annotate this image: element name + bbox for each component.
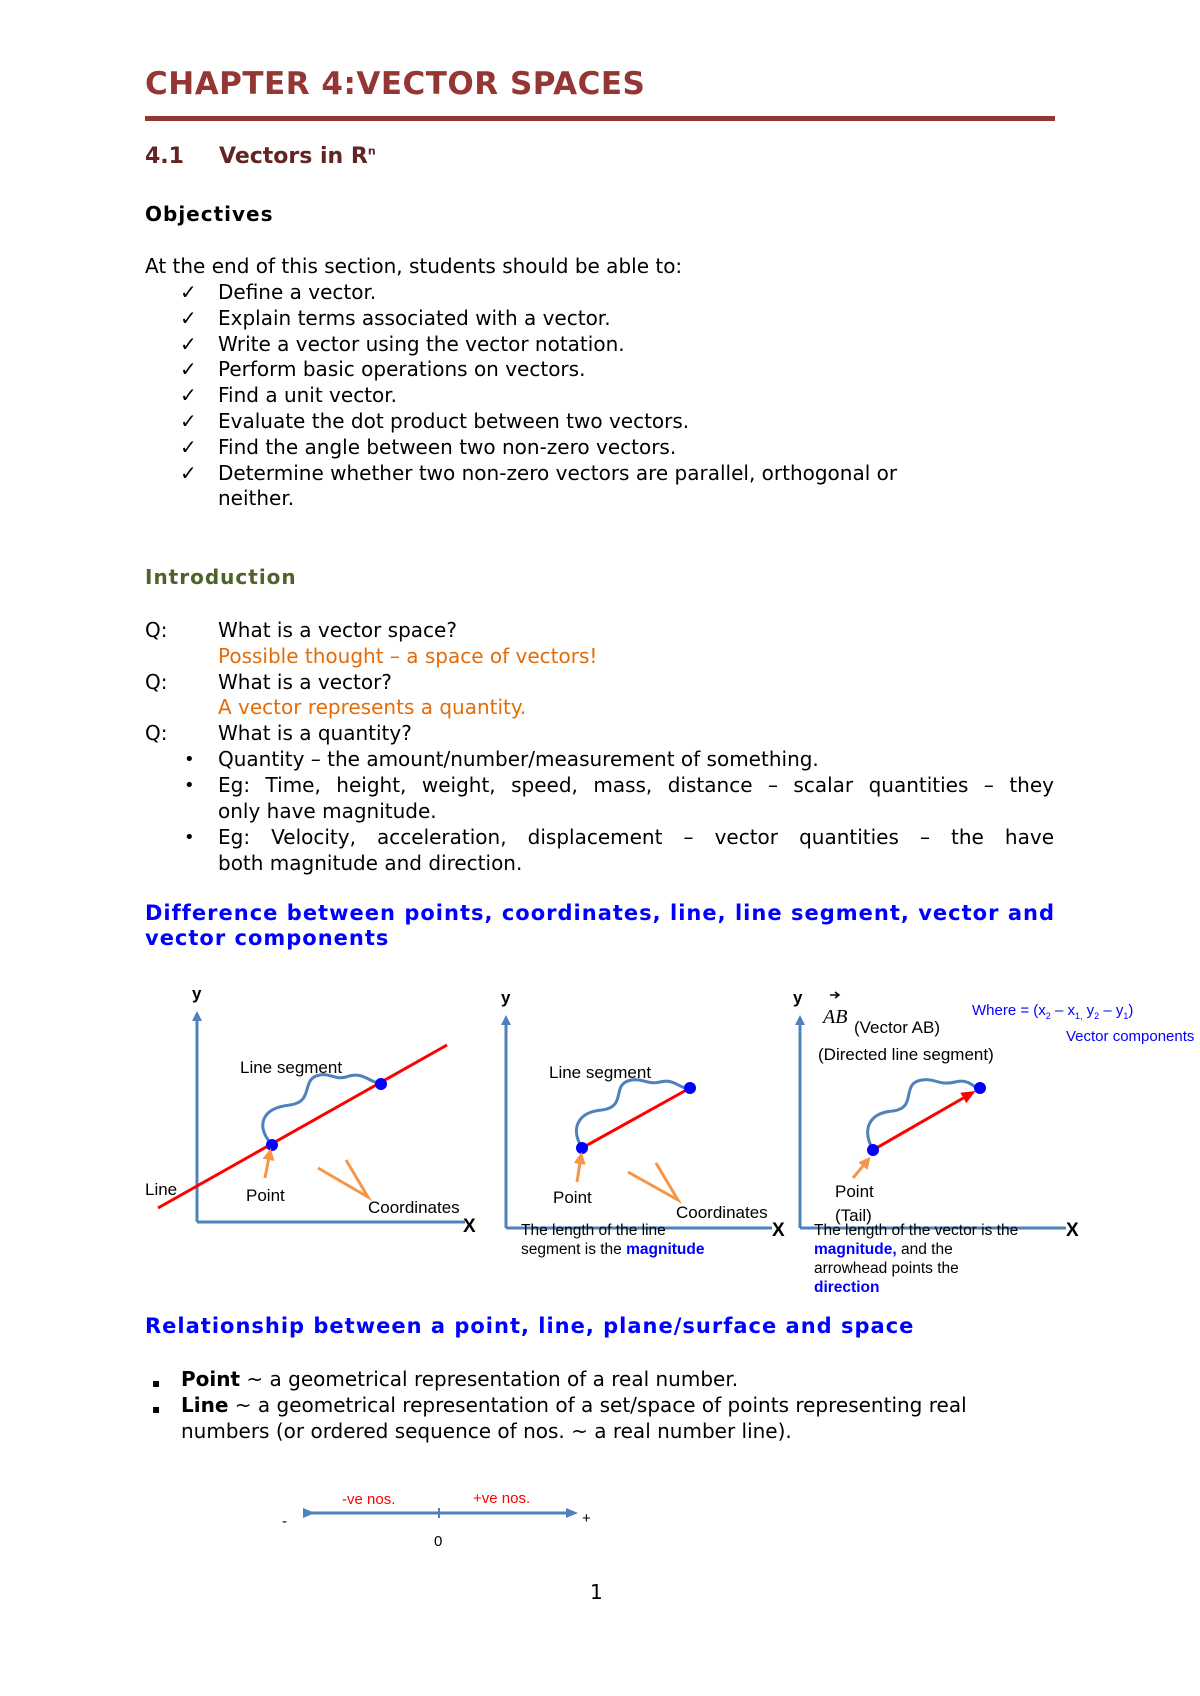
zero-label: 0 — [434, 1533, 443, 1550]
d2-caption-magnitude: magnitude — [626, 1241, 705, 1258]
d2-point-label: Point — [553, 1188, 592, 1207]
d2-caption-text: segment is the — [521, 1241, 627, 1258]
d3-caption-text: and the — [896, 1241, 953, 1258]
point-text: ~ a geometrical representation of a real number. — [240, 1367, 739, 1391]
d1-line-label: Line — [145, 1180, 178, 1199]
section-superscript: n — [367, 144, 376, 158]
line-term: Line — [181, 1393, 229, 1417]
d3-vector-ab-label: (Vector AB) — [854, 1018, 940, 1037]
list-item: Explain terms associated with a vector. — [218, 306, 611, 330]
list-item: Find the angle between two non-zero vectors. — [218, 435, 677, 459]
difference-heading-line1: Difference between points, coordinates, line, line segment, vector and — [145, 901, 1055, 925]
d3-vector-symbol: AB — [823, 1006, 848, 1028]
d1-coordinates-label: Coordinates — [368, 1198, 460, 1217]
tail-dot — [867, 1144, 879, 1156]
d3-caption-line2 — [814, 1240, 1018, 1259]
tail-arrow — [853, 1160, 868, 1178]
check-icon: ✓ — [180, 357, 197, 381]
where-sub: 2 — [1045, 1011, 1051, 1021]
q-label: Q: — [145, 670, 168, 694]
check-icon: ✓ — [180, 409, 197, 433]
square-bullet-icon: ▪ — [152, 1376, 161, 1390]
d1-point-label: Point — [246, 1186, 285, 1205]
d2-x-label: X — [772, 1220, 785, 1241]
bullet-icon: • — [184, 749, 195, 770]
q-label: Q: — [145, 721, 168, 745]
introduction-heading: Introduction — [145, 565, 297, 589]
number-line — [312, 1508, 575, 1518]
where-text: ) — [1128, 1002, 1134, 1019]
minus-sign: - — [282, 1513, 287, 1530]
answer-1: Possible thought – a space of vectors! — [218, 644, 598, 668]
point-arrow — [265, 1152, 270, 1178]
where-sub: 1 — [1123, 1011, 1129, 1021]
point-definition — [181, 1366, 738, 1392]
check-icon: ✓ — [180, 280, 197, 304]
d3-components-clip — [1066, 1026, 1200, 1045]
plus-sign: + — [582, 1510, 591, 1527]
brace — [576, 1080, 690, 1148]
check-icon: ✓ — [180, 306, 197, 330]
question-2: What is a vector? — [218, 670, 392, 694]
point-arrow — [577, 1156, 581, 1182]
d2-y-label: y — [501, 988, 511, 1007]
d3-caption-line3: arrowhead points the — [814, 1260, 959, 1277]
brace — [868, 1080, 980, 1150]
d3-x-label: X — [1066, 1220, 1079, 1241]
d3-caption — [814, 1221, 1019, 1296]
d1-y-label: y — [192, 984, 202, 1003]
d3-caption-magnitude: magnitude, — [814, 1241, 897, 1258]
check-icon: ✓ — [180, 435, 197, 459]
bullet-item: Quantity – the amount/number/measurement of something. — [218, 747, 819, 771]
vector-arrow — [873, 1093, 972, 1150]
difference-heading-line2: vector components — [145, 926, 390, 950]
d2-line-segment-label: Line segment — [549, 1063, 652, 1082]
where-sub: 2 — [1094, 1011, 1100, 1021]
d3-where-formula — [972, 1002, 1133, 1021]
diagram-magnitude — [506, 1020, 772, 1228]
where-text: – y — [1099, 1002, 1124, 1019]
line-text: ~ a geometrical representation of a set/space of points representing real — [228, 1393, 967, 1417]
where-text: – x — [1050, 1002, 1075, 1019]
where-sub: 1, — [1074, 1011, 1083, 1021]
bullet-item-continued: only have magnitude. — [218, 799, 437, 823]
where-text: Where = (x — [972, 1002, 1046, 1019]
point-dot — [266, 1139, 278, 1151]
line-definition-continued: numbers (or ordered sequence of nos. ~ a real number line). — [181, 1419, 792, 1443]
point-term: Point — [181, 1367, 241, 1391]
list-item: Define a vector. — [218, 280, 377, 304]
d1-line-segment-label: Line segment — [240, 1058, 343, 1077]
coordinates-arrow — [628, 1163, 678, 1200]
relationship-heading: Relationship between a point, line, plane/surface and space — [145, 1314, 915, 1338]
point-dot — [576, 1142, 588, 1154]
d3-caption-line1: The length of the vector is the — [814, 1222, 1019, 1239]
check-icon: ✓ — [180, 383, 197, 407]
d2-caption-line1: The length of the line — [521, 1222, 666, 1239]
d3-point-label: Point — [835, 1182, 874, 1201]
diagram-line-segment — [158, 1016, 465, 1222]
line-definition — [181, 1392, 967, 1418]
bullet-icon: • — [184, 775, 195, 796]
q-label: Q: — [145, 618, 168, 642]
list-item: Evaluate the dot product between two vectors. — [218, 409, 690, 433]
bullet-item-continued: both magnitude and direction. — [218, 851, 523, 875]
d1-x-label: X — [463, 1216, 476, 1237]
coordinates-arrow — [318, 1160, 368, 1197]
chapter-title: CHAPTER 4:VECTOR SPACES — [145, 66, 646, 102]
section-text: Vectors in R — [219, 144, 368, 169]
bullet-item: Eg: Time, height, weight, speed, mass, distance – scalar quantities – they — [218, 773, 1054, 797]
question-1: What is a vector space? — [218, 618, 457, 642]
d2-caption-line2 — [521, 1240, 704, 1259]
question-3: What is a quantity? — [218, 721, 412, 745]
bullet-icon: • — [184, 827, 195, 848]
d2-caption — [521, 1221, 704, 1259]
d2-coordinates-label: Coordinates — [676, 1203, 768, 1222]
page-number: 1 — [590, 1580, 603, 1604]
d3-components-label: Vector components — [1066, 1028, 1195, 1045]
positive-numbers-label: +ve nos. — [473, 1490, 531, 1507]
negative-numbers-label: -ve nos. — [342, 1491, 396, 1508]
d3-caption-direction: direction — [814, 1279, 880, 1296]
list-item: Write a vector using the vector notation. — [218, 332, 625, 356]
section-number: 4.1 — [145, 144, 184, 169]
where-text: y — [1082, 1002, 1095, 1019]
list-item: Find a unit vector. — [218, 383, 398, 407]
d3-y-label: y — [793, 988, 803, 1007]
list-item: Perform basic operations on vectors. — [218, 357, 586, 381]
head-dot — [974, 1082, 986, 1094]
check-icon: ✓ — [180, 461, 197, 485]
check-icon: ✓ — [180, 332, 197, 356]
list-item-continued: neither. — [218, 486, 295, 510]
d3-tail-label: (Tail) — [835, 1206, 872, 1225]
objectives-intro: At the end of this section, students should be able to: — [145, 254, 683, 278]
answer-2: A vector represents a quantity. — [218, 695, 527, 719]
brace — [263, 1075, 381, 1145]
d3-directed-label: (Directed line segment) — [818, 1045, 994, 1064]
point-dot — [375, 1078, 387, 1090]
square-bullet-icon: ▪ — [152, 1402, 161, 1416]
line-segment — [582, 1088, 690, 1148]
list-item: Determine whether two non-zero vectors are parallel, orthogonal or — [218, 461, 898, 485]
bullet-item: Eg: Velocity, acceleration, displacement – vector quantities – the have — [218, 825, 1054, 849]
point-dot — [684, 1082, 696, 1094]
objectives-heading: Objectives — [145, 202, 274, 226]
